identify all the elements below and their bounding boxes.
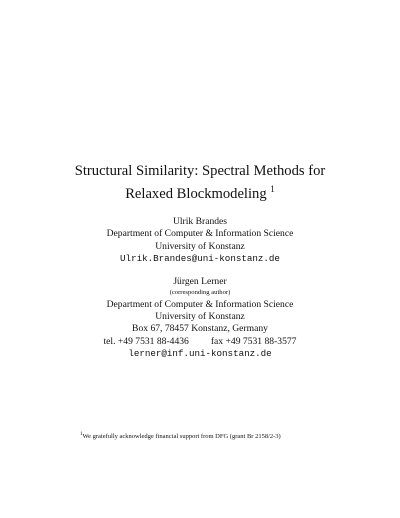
footnote-text: We gratefully acknowledge financial support from DFG (grant Br 2158/2-3) bbox=[82, 433, 281, 440]
title-footnote-mark: 1 bbox=[270, 184, 275, 194]
author-block-2 bbox=[0, 276, 400, 360]
title-line-1: Structural Similarity: Spectral Methods for bbox=[74, 163, 326, 179]
author1-department: Department of Computer & Information Science bbox=[106, 228, 294, 240]
paper-title bbox=[0, 162, 400, 203]
title-line-2-text: Relaxed Blockmodeling bbox=[125, 186, 267, 202]
footnote bbox=[80, 430, 281, 441]
author2-note: (corresponding author) bbox=[169, 289, 231, 297]
author2-department: Department of Computer & Information Science bbox=[106, 298, 294, 310]
author2-name: Jürgen Lerner bbox=[173, 276, 227, 287]
author1-email: Ulrik.Brandes@uni-konstanz.de bbox=[120, 252, 280, 264]
author1-name: Ulrik Brandes bbox=[172, 216, 228, 227]
author2-tel: tel. +49 7531 88-4436 bbox=[103, 335, 189, 347]
author2-university: University of Konstanz bbox=[155, 311, 245, 323]
footnote-mark: 1 bbox=[80, 432, 83, 437]
author-block-1 bbox=[0, 216, 400, 265]
title-line-2 bbox=[0, 180, 400, 203]
author2-email: lerner@inf.uni-konstanz.de bbox=[128, 347, 272, 359]
author1-university: University of Konstanz bbox=[155, 240, 245, 252]
author2-address: Box 67, 78457 Konstanz, Germany bbox=[132, 323, 268, 335]
author2-contact-line bbox=[0, 336, 400, 348]
author2-fax: fax +49 7531 88-3577 bbox=[210, 335, 297, 347]
